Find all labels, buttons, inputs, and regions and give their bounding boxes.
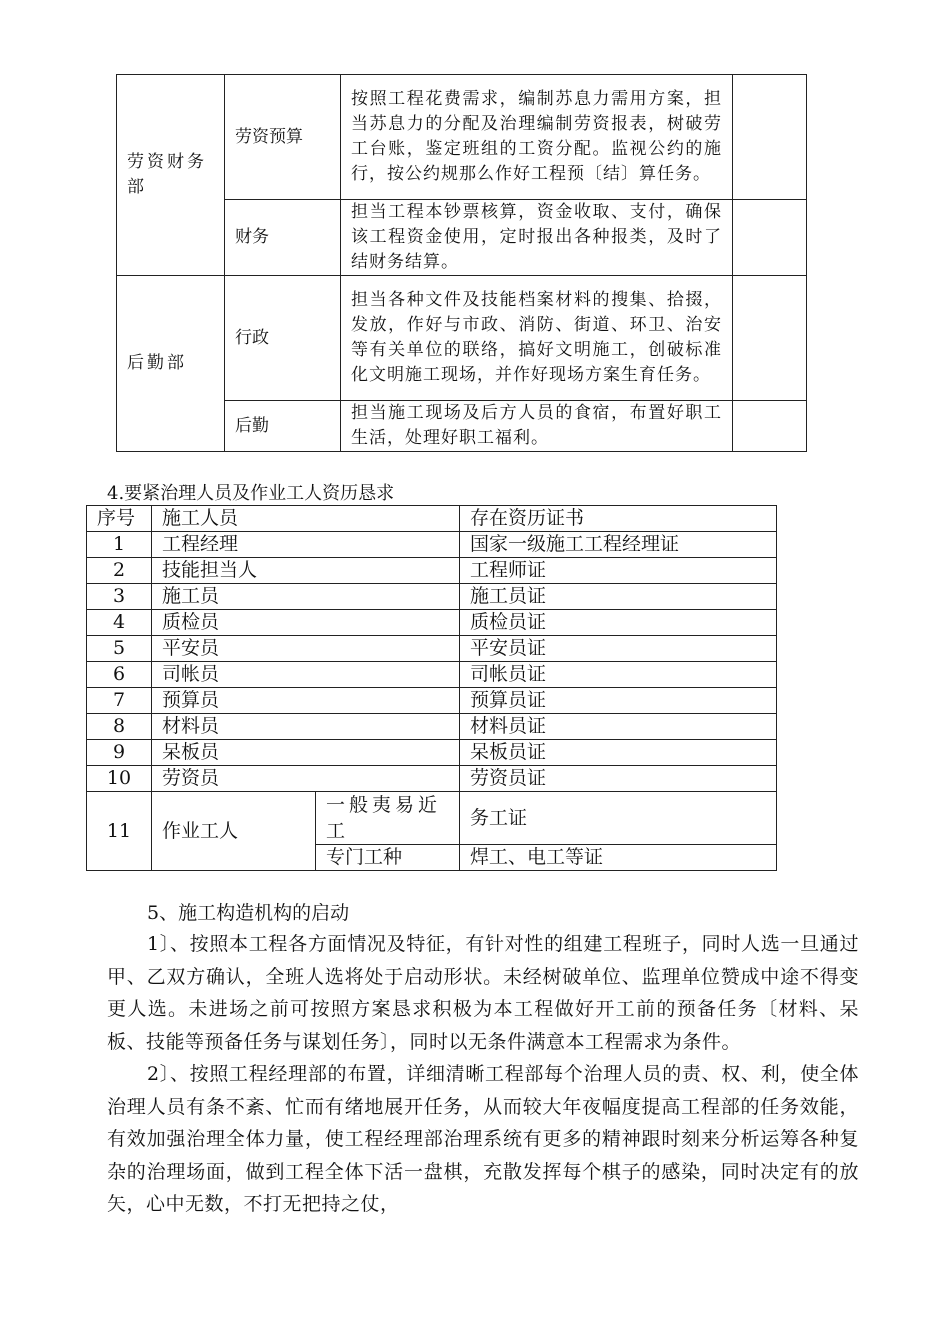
row-no: 2 bbox=[87, 558, 152, 584]
row-no: 9 bbox=[87, 740, 152, 766]
row-no: 4 bbox=[87, 610, 152, 636]
table-header-row bbox=[87, 506, 777, 532]
paragraph-1: 1〕、按照本工程各方面情况及特征，有针对性的组建工程班子，同时人选一旦通过甲、乙双方确认，全班人选将处于启动形状。未经树破单位、监理单位赞成中途不得变更人选。未进场之前可按照方案恳求积极为本工程做好开工前的预备任务〔材料、呆板、技能等预备任务与谋划任务〕，同时以无条件满意本工程需求为条件。 bbox=[107, 933, 859, 1053]
duty-desc-cell: 担当各种文件及技能档案材料的搜集、拾掇，发放，作好与市政、消防、街道、环卫、治安等有关单位的联络，搞好文明施工，创破标准化文明施工现场，并作好现场方案生育任务。 bbox=[341, 276, 733, 401]
row-cert: 呆板员证 bbox=[460, 740, 777, 766]
section-4-heading: 4.要紧治理人员及作业工人资历恳求 bbox=[107, 483, 395, 504]
row-cert: 务工证 bbox=[460, 792, 777, 845]
table-row bbox=[87, 584, 777, 610]
row-cert: 预算员证 bbox=[460, 688, 777, 714]
row-role: 平安员 bbox=[152, 636, 460, 662]
table-row bbox=[87, 636, 777, 662]
row-cert: 材料员证 bbox=[460, 714, 777, 740]
table-row bbox=[87, 662, 777, 688]
row-role: 司帐员 bbox=[152, 662, 460, 688]
header-cert: 存在资历证书 bbox=[460, 506, 777, 532]
row-no: 1 bbox=[87, 532, 152, 558]
row-cert: 国家一级施工工程经理证 bbox=[460, 532, 777, 558]
row-cert: 质检员证 bbox=[460, 610, 777, 636]
row-no: 10 bbox=[87, 766, 152, 792]
table-row bbox=[87, 766, 777, 792]
row-cert: 司帐员证 bbox=[460, 662, 777, 688]
row-role: 劳资员 bbox=[152, 766, 460, 792]
row-role: 呆板员 bbox=[152, 740, 460, 766]
empty-cell bbox=[733, 276, 807, 401]
qualification-table bbox=[86, 505, 777, 871]
row-cert: 施工员证 bbox=[460, 584, 777, 610]
sub-dept-cell: 后勤 bbox=[225, 401, 341, 452]
row-no: 11 bbox=[87, 792, 152, 871]
dept-cell: 后勤部 bbox=[117, 276, 225, 452]
row-role: 作业工人 bbox=[152, 792, 316, 871]
row-cert: 平安员证 bbox=[460, 636, 777, 662]
row-no: 3 bbox=[87, 584, 152, 610]
section-5-heading: 5、施工构造机构的启动 bbox=[147, 902, 350, 924]
table-row bbox=[87, 714, 777, 740]
row-no: 7 bbox=[87, 688, 152, 714]
sub-dept-cell: 行政 bbox=[225, 276, 341, 401]
row-role: 预算员 bbox=[152, 688, 460, 714]
table-row bbox=[87, 532, 777, 558]
row-role: 质检员 bbox=[152, 610, 460, 636]
department-duty-table bbox=[116, 74, 807, 452]
table-row bbox=[87, 792, 777, 845]
table-row bbox=[117, 75, 807, 200]
table-row bbox=[87, 688, 777, 714]
duty-desc-cell: 按照工程花费需求，编制苏息力需用方案，担当苏息力的分配及治理编制劳资报表，树破劳工台账，鉴定班组的工资分配。监视公约的施行，按公约规那么作好工程预〔结〕算任务。 bbox=[341, 75, 733, 200]
header-no: 序号 bbox=[87, 506, 152, 532]
duty-desc-cell: 担当工程本钞票核算，资金收取、支付，确保该工程资金使用，定时报出各种报类，及时了结财务结算。 bbox=[341, 200, 733, 276]
row-cert: 工程师证 bbox=[460, 558, 777, 584]
header-role: 施工人员 bbox=[152, 506, 460, 532]
dept-cell: 劳资财务部 bbox=[117, 75, 225, 276]
empty-cell bbox=[733, 200, 807, 276]
worker-type-special: 专门工种 bbox=[316, 845, 460, 871]
row-no: 6 bbox=[87, 662, 152, 688]
sub-dept-cell: 劳资预算 bbox=[225, 75, 341, 200]
row-role: 材料员 bbox=[152, 714, 460, 740]
duty-desc-cell: 担当施工现场及后方人员的食宿，布置好职工生活，处理好职工福利。 bbox=[341, 401, 733, 452]
table-row bbox=[87, 740, 777, 766]
worker-type-general: 一般夷易近工 bbox=[316, 792, 460, 845]
row-no: 8 bbox=[87, 714, 152, 740]
row-role: 工程经理 bbox=[152, 532, 460, 558]
table-row bbox=[87, 558, 777, 584]
sub-dept-cell: 财务 bbox=[225, 200, 341, 276]
row-cert: 焊工、电工等证 bbox=[460, 845, 777, 871]
paragraph-2: 2〕、按照工程经理部的布置，详细清晰工程部每个治理人员的责、权、利，使全体治理人员有条不紊、忙而有绪地展开任务，从而较大年夜幅度提高工程部的任务效能，有效加强治理全体力量，使工程经理部治理系统有更多的精神跟时刻来分析运筹各种复杂的治理场面，做到工程全体下活一盘棋，充散发挥每个棋子的感染，同时决定有的放矢，心中无数，不打无把持之仗， bbox=[107, 1063, 859, 1215]
row-cert: 劳资员证 bbox=[460, 766, 777, 792]
row-role: 施工员 bbox=[152, 584, 460, 610]
row-role: 技能担当人 bbox=[152, 558, 460, 584]
empty-cell bbox=[733, 75, 807, 200]
body-text bbox=[107, 928, 859, 1221]
table-row bbox=[117, 276, 807, 401]
table-row bbox=[87, 610, 777, 636]
row-no: 5 bbox=[87, 636, 152, 662]
empty-cell bbox=[733, 401, 807, 452]
